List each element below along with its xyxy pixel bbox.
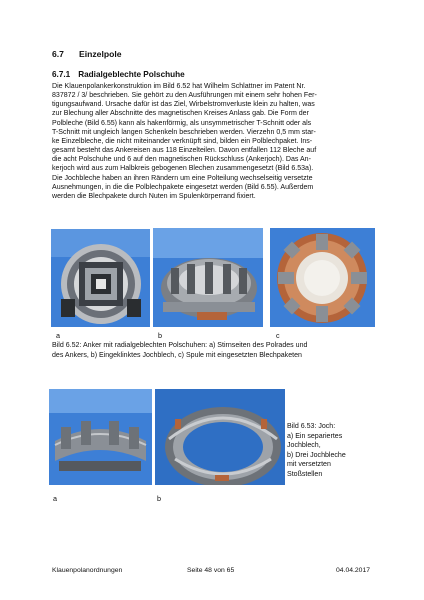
body-paragraph	[52, 82, 378, 201]
body-line: Polbleche (Bild 6.55) kann als hakenförmig, als unsymmetrischer T-Schnitt oder als	[52, 119, 312, 127]
photo-yoke-lamination	[153, 228, 263, 327]
caption-line: Bild 6.52: Anker mit radialgeblechten Polschuhen: a) Stirnseiten des Polrades und	[52, 342, 308, 349]
photo-coil-with-laminations-image	[270, 228, 375, 327]
footer-page-number: Seite 48 von 65	[187, 567, 235, 574]
body-line: tigungsaufwand. Ursache dafür ist das Ziel, Wirbelstromverluste klein zu halten, was	[52, 101, 315, 109]
body-line: Die Jochbleche haben an ihren Rändern um eine Polteilung wechselseitig versetzte	[52, 174, 313, 182]
figure-652-label-b: b	[158, 331, 162, 340]
footer-left: Klauenpolanordnungen	[52, 567, 123, 574]
figure-653-label-a: a	[53, 494, 57, 503]
subsection-title: Radialgeblechte Polschuhe	[78, 70, 185, 79]
caption-line: des Ankers, b) Eingeklinktes Jochblech, c) Spule mit eingesetzten Blechpaketen	[52, 352, 302, 359]
caption-line: Jochblech,	[287, 442, 321, 450]
figure-653-caption	[287, 422, 377, 480]
section-number: 6.7	[52, 49, 64, 59]
photo-yoke-lamination-image	[153, 228, 263, 327]
body-line: T-Schnitt mit ungleich langen Schenkeln beschrieben werden. Vierzehn 0,5 mm star-	[52, 128, 316, 136]
photo-coil-with-laminations	[270, 228, 375, 327]
body-line: kerjoch wird aus zum Halbkreis gebogenen Blechen zusammengesetzt (Bild 6.53a).	[52, 165, 314, 173]
figure-652-label-a: a	[56, 331, 60, 340]
photo-three-yoke-laminations	[155, 389, 285, 485]
subsection-heading	[52, 70, 185, 79]
figure-652-label-c: c	[276, 331, 280, 340]
photo-three-yoke-laminations-image	[155, 389, 285, 485]
caption-line: a) Ein separiertes	[287, 432, 343, 440]
body-line: zur Blechung aller Abschnitte des magnetischen Kreises Anlass gab. Die Form der	[52, 110, 309, 118]
caption-line: Stoßstellen	[287, 470, 323, 478]
photo-single-yoke-lamination-image	[49, 389, 152, 485]
body-line: die acht Polschuhe und 6 auf den magnetischen Rückschluss (Ankerjoch). Das An-	[52, 156, 311, 164]
figure-653-label-b: b	[157, 494, 161, 503]
photo-armature-end-face	[51, 229, 150, 327]
body-line: Ausnehmungen, in die die Polblechpakete eingesetzt werden (Bild 6.55). Außerdem	[52, 183, 314, 191]
body-line: werden die Blechpakete durch Nuten im Spulenkörperrand fixiert.	[52, 192, 256, 200]
caption-line: mit versetzten	[287, 461, 331, 469]
section-heading	[52, 49, 122, 59]
footer-date: 04.04.2017	[336, 567, 371, 574]
body-line: ke Einzelbleche, die nicht miteinander verknüpft sind, bilden ein Polblechpaket. Ins-	[52, 137, 313, 145]
figure-652-caption	[52, 341, 382, 361]
section-title: Einzelpole	[79, 49, 122, 59]
body-line: Die Klauenpolankerkonstruktion im Bild 6.52 hat Wilhelm Schlattner im Patent Nr.	[52, 83, 306, 90]
photo-single-yoke-lamination	[49, 389, 152, 485]
body-line: 837872 / 3/ beschrieben. Sie gehört zu den Ausführungen mit einem sehr hohen Fer-	[52, 92, 317, 100]
subsection-number: 6.7.1	[52, 70, 71, 79]
caption-line: b) Drei Jochbleche	[287, 451, 346, 459]
photo-armature-end-face-image	[51, 229, 150, 327]
caption-line: Bild 6.53: Joch:	[287, 423, 336, 430]
body-line: gesamt besteht das Ankereisen aus 118 Einzelteilen. Davon entfallen 112 Bleche auf	[52, 147, 317, 155]
